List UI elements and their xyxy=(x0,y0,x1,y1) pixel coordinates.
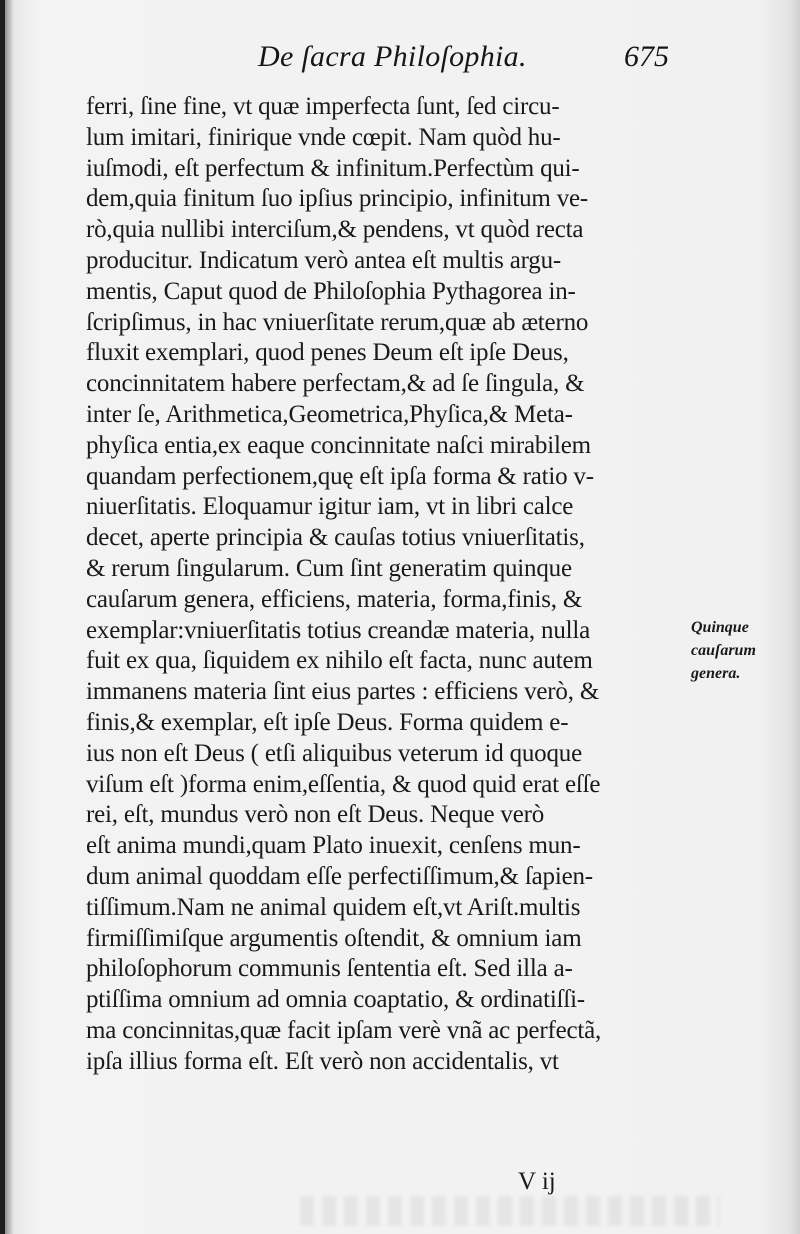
text-line: ptiſſima omnium ad omnia coaptatio, & ordinatiſſi- xyxy=(86,986,585,1014)
text-line: exemplar:vniuerſitatis totius creandæ materia, nulla xyxy=(86,616,591,644)
marginal-note-line: Quinque xyxy=(691,619,749,636)
text-line: lum imitari, finirique vnde cœpit. Nam quòd hu- xyxy=(86,123,561,151)
text-line: cauſarum genera, efficiens, materia, forma,finis, & xyxy=(86,585,583,613)
show-through-text xyxy=(300,1196,720,1226)
text-line: tiſſimum.Nam ne animal quidem eſt,vt Ariſt.multis xyxy=(86,893,581,921)
running-header xyxy=(0,40,800,92)
text-line: fuit ex qua, ſiquidem ex nihilo eſt facta, nunc autem xyxy=(86,647,593,675)
text-line: firmiſſimiſque argumentis oſtendit, & omnium iam xyxy=(86,924,582,952)
signature-mark: V ij xyxy=(518,1168,556,1195)
running-title: De ſacra Philoſophia. xyxy=(258,40,527,73)
text-line: quandam perfectionem,quę eſt ipſa forma & ratio v- xyxy=(86,462,594,490)
text-line: dum animal quoddam eſſe perfectiſſimum,& ſapien- xyxy=(86,862,593,890)
text-line: ferri, ſine fine, vt quæ imperfecta ſunt, ſed circu- xyxy=(86,93,560,120)
text-line: concinnitatem habere perfectam,& ad ſe ſingula, & xyxy=(86,370,585,398)
text-line: phyſica entia,ex eaque concinnitate naſci mirabilem xyxy=(86,431,591,459)
text-line: immanens materia ſint eius partes : efficiens verò, & xyxy=(86,678,600,706)
marginal-note xyxy=(691,616,797,685)
text-line: eſt anima mundi,quam Plato inuexit, cenſens mun- xyxy=(86,832,581,860)
text-line: ius non eſt Deus ( etſi aliquibus veterum id quoque xyxy=(86,739,582,767)
text-line: ſcripſimus, in hac vniuerſitate rerum,quæ ab æterno xyxy=(86,308,589,336)
text-line: niuerſitatis. Eloquamur igitur iam, vt in libri calce xyxy=(86,493,574,521)
page-gutter-shadow xyxy=(0,0,5,1234)
text-line: producitur. Indicatum verò antea eſt multis argu- xyxy=(86,246,562,274)
text-line: ipſa illius forma eſt. Eſt verò non accidentalis, vt xyxy=(86,1047,559,1075)
marginal-note-line: genera. xyxy=(691,665,741,682)
body-text xyxy=(86,92,698,1078)
text-line: philoſophorum communis ſententia eſt. Sed illa a- xyxy=(86,955,573,983)
text-line: fluxit exemplari, quod penes Deum eſt ipſe Deus, xyxy=(86,339,569,367)
text-line: & rerum ſingularum. Cum ſint generatim quinque xyxy=(86,554,572,582)
text-line: rei, eſt, mundus verò non eſt Deus. Neque verò xyxy=(86,801,545,829)
text-line: decet, aperte principia & cauſas totius vniuerſitatis, xyxy=(86,524,585,552)
text-line: iuſmodi, eſt perfectum & infinitum.Perfectùm qui- xyxy=(86,154,580,182)
text-line: dem,quia finitum ſuo ipſius principio, infinitum ve- xyxy=(86,185,589,213)
text-line: finis,& exemplar, eſt ipſe Deus. Forma quidem e- xyxy=(86,708,569,736)
page-number: 675 xyxy=(624,40,669,73)
text-line: rò,quia nullibi interciſum,& pendens, vt quòd recta xyxy=(86,216,584,244)
text-line: ma concinnitas,quæ facit ipſam verè vnã ac perfectã, xyxy=(86,1016,602,1044)
marginal-note-line: cauſarum xyxy=(691,642,756,659)
text-line: inter ſe, Arithmetica,Geometrica,Phyſica,& Meta- xyxy=(86,400,573,428)
text-line: mentis, Caput quod de Philoſophia Pythagorea in- xyxy=(86,277,576,305)
text-line: viſum eſt )forma enim,eſſentia, & quod quid erat eſſe xyxy=(86,770,601,798)
